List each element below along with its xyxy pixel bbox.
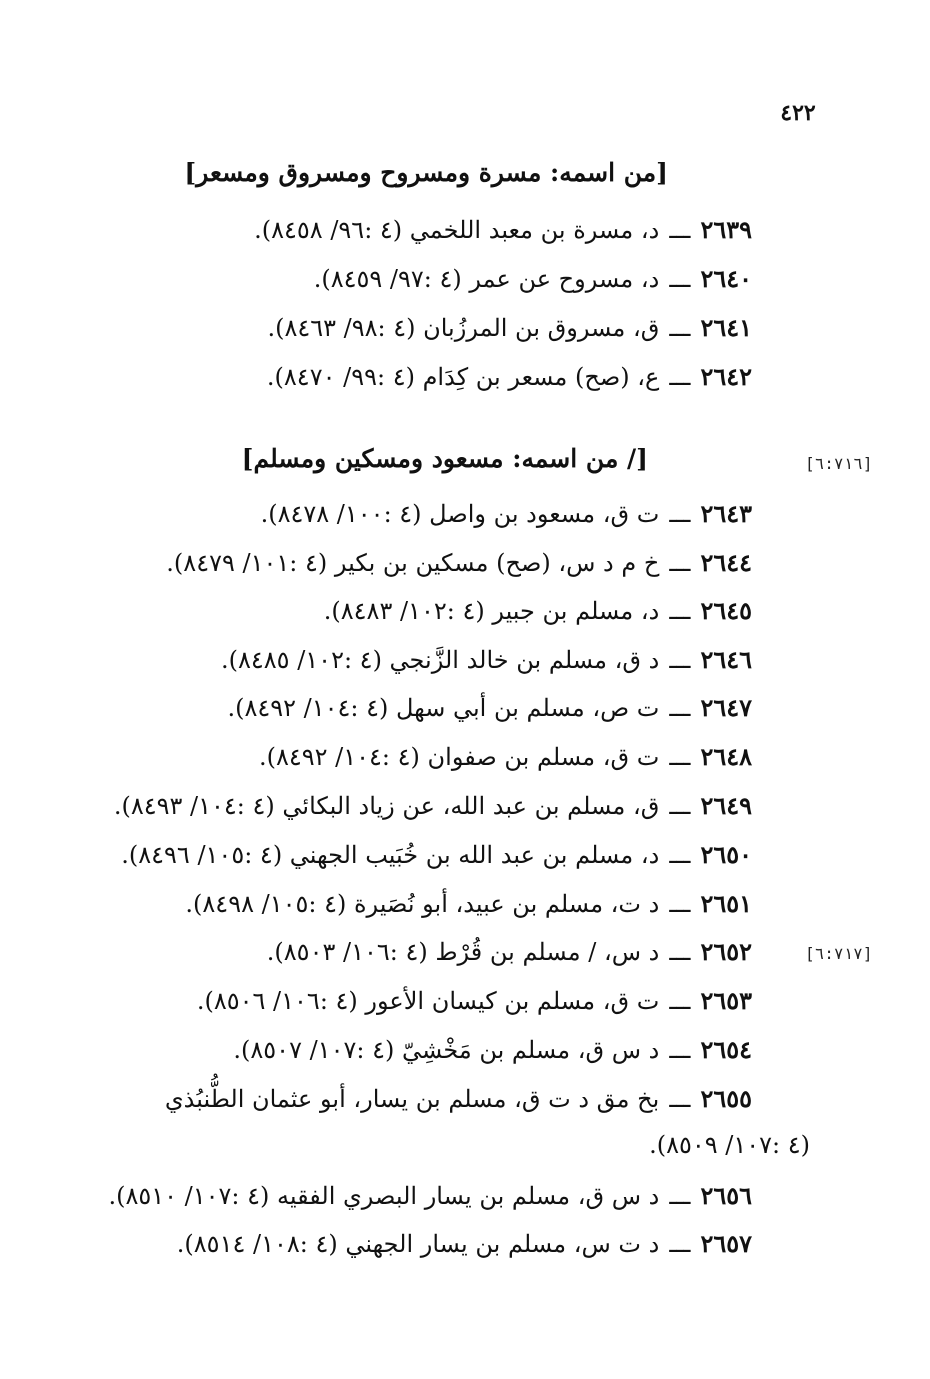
dash: ـــ — [669, 1182, 691, 1210]
entry-number: ٢٦٥٦ — [700, 1181, 752, 1210]
entry-number: ٢٦٥١ — [700, 889, 752, 918]
entry-number: ٢٦٥٤ — [700, 1035, 752, 1064]
entry-text: د، مسلم بن عبد الله بن خُبَيب الجهني (٤ :١٠٥/ ٨٤٩٦). — [121, 841, 660, 869]
entry — [267, 310, 752, 346]
entry-number: ٢٦٥٢ — [700, 937, 752, 966]
entry-text: ق، مسروق بن المرزُبان (٤ :٩٨/ ٨٤٦٣). — [267, 314, 660, 342]
entry-text: د س، / مسلم بن قُرْط (٤ :١٠٦/ ٨٥٠٣). — [266, 938, 660, 966]
entry-number: ٢٦٤٠ — [700, 264, 752, 293]
entry — [177, 1226, 752, 1262]
entry-text: د س ق، مسلم بن يسار البصري الفقيه (٤ :١٠٧/ ٨٥١٠). — [108, 1182, 660, 1210]
dash: ـــ — [669, 363, 691, 391]
entry-text: د، مسرة بن معبد اللخمي (٤ :٩٦/ ٨٤٥٨). — [254, 216, 660, 244]
entry-number: ٢٦٤٣ — [700, 499, 752, 528]
page-number: ٤٢٢ — [780, 100, 816, 126]
entry-number: ٢٦٥٠ — [700, 840, 752, 869]
entry — [324, 593, 752, 629]
entry-number: ٢٦٣٩ — [700, 215, 752, 244]
entry — [121, 837, 752, 873]
entry-text: د ت س، مسلم بن يسار الجهني (٤ :١٠٨/ ٨٥١٤). — [176, 1230, 660, 1258]
entry-text: ت ق، مسعود بن واصل (٤ :١٠٠/ ٨٤٧٨). — [260, 500, 660, 528]
entry-number: ٢٦٥٧ — [700, 1229, 752, 1258]
dash: ـــ — [669, 890, 691, 918]
dash: ـــ — [669, 841, 691, 869]
dash: ـــ — [669, 216, 691, 244]
entry-text: د، مسلم بن جبير (٤ :١٠٢/ ٨٤٨٣). — [323, 597, 660, 625]
entry — [197, 983, 752, 1019]
entry-text: ت ص، مسلم بن أبي سهل (٤ :١٠٤/ ٨٤٩٢). — [227, 694, 660, 722]
entry-text: ع، (صح) مسعر بن كِدَام (٤ :٩٩/ ٨٤٧٠). — [266, 363, 660, 391]
entry-text: د ق، مسلم بن خالد الزَّنجي (٤ :١٠٢/ ٨٤٨٥). — [221, 646, 660, 674]
dash: ـــ — [669, 646, 691, 674]
dash: ـــ — [669, 597, 691, 625]
entry-text: د، مسروح عن عمر (٤ :٩٧/ ٨٤٥٩). — [313, 265, 660, 293]
entry — [314, 261, 752, 297]
dash: ـــ — [669, 792, 691, 820]
entry — [185, 886, 752, 922]
entry-text: خ م د س، (صح) مسكين بن بكير (٤ :١٠١/ ٨٤٧٩). — [166, 549, 660, 577]
section-heading: [من اسمه: مسرة ومسروح ومسروق ومسعر] — [184, 158, 668, 187]
entry — [108, 1178, 752, 1214]
entry-text: ت ق، مسلم بن صفوان (٤ :١٠٤/ ٨٤٩٢). — [258, 743, 660, 771]
entry-number: ٢٦٤٦ — [700, 645, 752, 674]
entry-number: ٢٦٤٨ — [700, 742, 752, 771]
entry — [221, 642, 752, 678]
margin-reference: [٦:٧١٦] — [805, 454, 873, 473]
dash: ـــ — [669, 265, 691, 293]
entry — [227, 690, 752, 726]
entry-text: ق، مسلم بن عبد الله، عن زياد البكائي (٤ :١٠٤/ ٨٤٩٣). — [113, 792, 660, 820]
dash: ـــ — [669, 987, 691, 1015]
entry — [165, 1081, 752, 1117]
entry-number: ٢٦٤٧ — [700, 693, 752, 722]
dash: ـــ — [669, 1085, 691, 1113]
entry-number: ٢٦٤٢ — [700, 362, 752, 391]
entry-text: ت ق، مسلم بن كيسان الأعور (٤ :١٠٦/ ٨٥٠٦). — [196, 987, 660, 1015]
entry — [267, 359, 752, 395]
entry-text: بخ مق د ت ق، مسلم بن يسار، أبو عثمان الطُّنبُذي — [164, 1085, 660, 1113]
dash: ـــ — [669, 694, 691, 722]
dash: ـــ — [669, 500, 691, 528]
dash: ـــ — [669, 549, 691, 577]
entry — [259, 739, 752, 775]
entry — [166, 545, 752, 581]
entry — [233, 1032, 752, 1068]
entry — [254, 212, 752, 248]
entry — [114, 788, 752, 824]
dash: ـــ — [669, 743, 691, 771]
dash: ـــ — [669, 1230, 691, 1258]
dash: ـــ — [669, 314, 691, 342]
entry-number: ٢٦٥٥ — [700, 1084, 752, 1113]
entry-text: د س ق، مسلم بن مَخْشِيّ (٤ :١٠٧/ ٨٥٠٧). — [233, 1036, 660, 1064]
entry-number: ٢٦٤٩ — [700, 791, 752, 820]
dash: ـــ — [669, 1036, 691, 1064]
margin-reference: [٦:٧١٧] — [805, 944, 873, 963]
dash: ـــ — [669, 938, 691, 966]
entry-number: ٢٦٤١ — [700, 313, 752, 342]
entry-text: د ت، مسلم بن عبيد، أبو نُصَيرة (٤ :١٠٥/ ٨٤٩٨). — [185, 890, 660, 918]
entry-continuation: (٤ :١٠٧/ ٨٥٠٩). — [649, 1131, 810, 1159]
entry — [261, 496, 752, 532]
entry-number: ٢٦٥٣ — [700, 986, 752, 1015]
entry-number: ٢٦٤٤ — [700, 548, 752, 577]
entry — [267, 934, 752, 970]
entry-number: ٢٦٤٥ — [700, 596, 752, 625]
section-heading: [/ من اسمه: مسعود ومسكين ومسلم] — [241, 444, 648, 473]
